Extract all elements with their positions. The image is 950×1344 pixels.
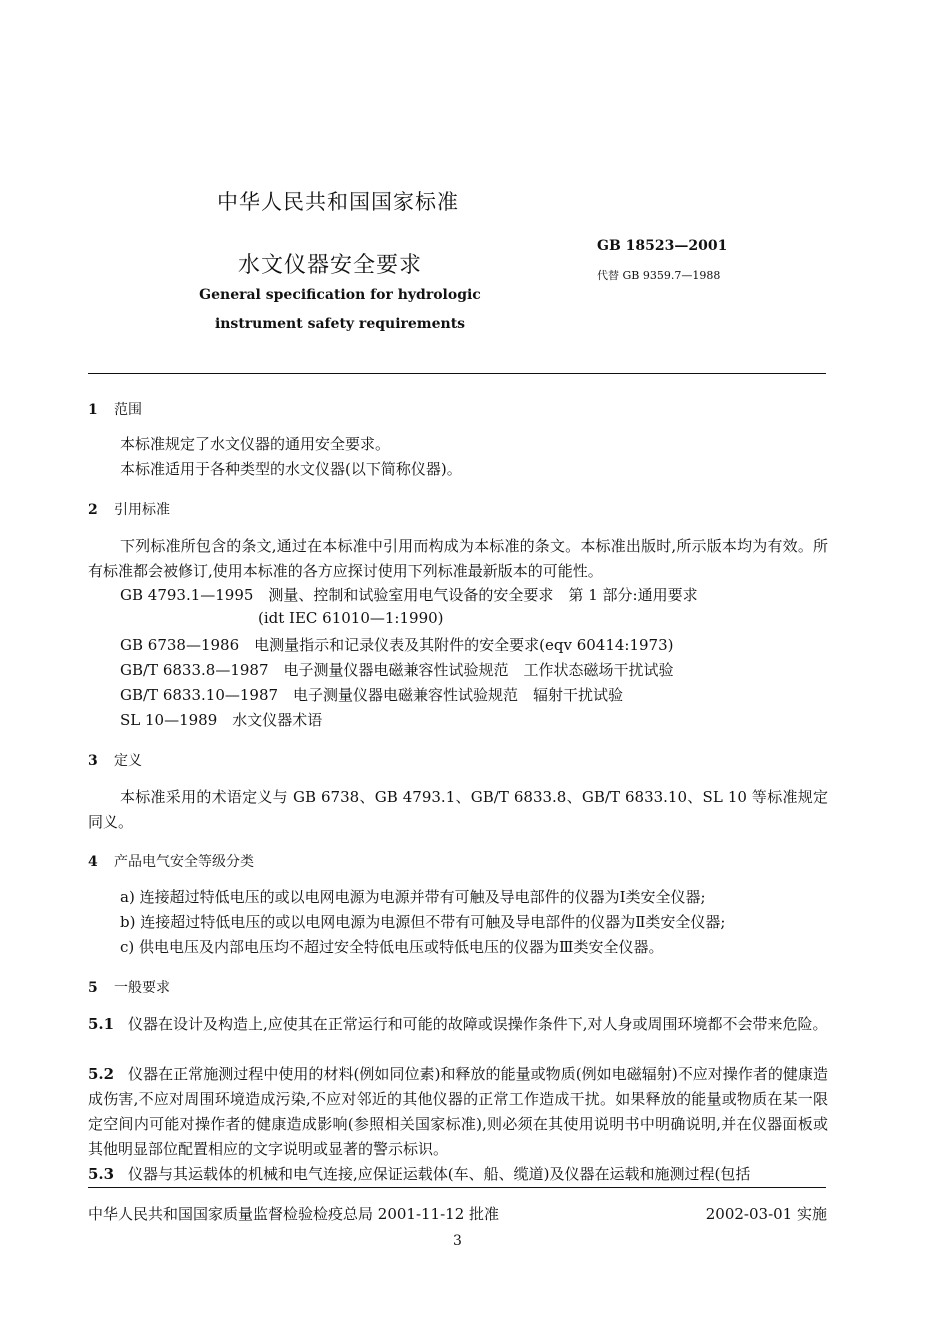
clause-text: 仪器在设计及构造上,应使其在正常运行和可能的故障或误操作条件下,对人身或周围环境都不会带来危险。 — [128, 1015, 828, 1033]
section-number: 1 — [88, 402, 98, 418]
approval-statement: 中华人民共和国国家质量监督检验检疫总局 2001-11-12 批准 — [88, 1205, 500, 1223]
reference-item: GB 4793.1—1995 测量、控制和试验室用电气设备的安全要求 第 1 部分:通用要求 — [120, 586, 698, 604]
reference-item: GB/T 6833.10—1987 电子测量仪器电磁兼容性试验规范 辐射干扰试验 — [120, 686, 624, 704]
section-number: 3 — [88, 753, 98, 769]
standard-replaces: 代替 GB 9359.7—1988 — [597, 269, 721, 282]
page-number: 3 — [453, 1233, 462, 1249]
classification-item-c: c) 供电电压及内部电压均不超过安全特低电压或特低电压的仪器为Ⅲ类安全仪器。 — [120, 938, 664, 956]
section-5-heading — [88, 977, 170, 997]
section-number: 5 — [88, 980, 98, 996]
national-standard-title: 中华人民共和国国家标准 — [217, 190, 459, 214]
section-2-intro: 下列标准所包含的条文,通过在本标准中引用而构成为本标准的条文。本标准出版时,所示版本均为有效。所有标准都会被修订,使用本标准的各方应探讨使用下列标准最新版本的可能性。 — [88, 537, 828, 580]
section-title: 范围 — [114, 402, 142, 418]
clause-text: 仪器与其运载体的机械和电气连接,应保证运载体(车、船、缆道)及仪器在运载和施测过程(包括 — [128, 1165, 751, 1183]
section-title: 定义 — [114, 753, 142, 769]
section-4-heading — [88, 851, 254, 871]
clause-text: 仪器在正常施测过程中使用的材料(例如同位素)和释放的能量或物质(例如电磁辐射)不应对操作者的健康造成伤害,不应对周围环境造成污染,不应对邻近的其他仪器的正常工作造成干扰。如果释放的能量或物质在某一限定空间内可能对操作者的健康造成影响(参照相关国家标准),则必须在其使用说明书中明确说明,并在仪器面板或其他明显部位配置相应的文字说明或显著的警示标识。 — [88, 1065, 828, 1158]
standard-english-title-line2: instrument safety requirements — [214, 316, 466, 332]
section-number: 4 — [88, 854, 98, 870]
classification-item-b: b) 连接超过特低电压的或以电网电源为电源但不带有可触及导电部件的仪器为Ⅱ类安全仪器; — [120, 913, 726, 931]
clause-5-2 — [88, 1062, 828, 1162]
clause-5-1 — [88, 1012, 828, 1037]
reference-item: GB/T 6833.8—1987 电子测量仪器电磁兼容性试验规范 工作状态磁场干扰试验 — [120, 661, 674, 679]
section-title: 产品电气安全等级分类 — [114, 854, 254, 870]
clause-number: 5.1 — [88, 1015, 115, 1033]
section-1-line-2: 本标准适用于各种类型的水文仪器(以下简称仪器)。 — [120, 460, 462, 478]
clause-5-3 — [88, 1162, 828, 1187]
header-divider — [88, 373, 826, 374]
clause-number: 5.3 — [88, 1165, 115, 1183]
section-number: 2 — [88, 502, 98, 518]
section-1-heading — [88, 399, 142, 419]
footer-divider — [88, 1187, 826, 1188]
section-2-heading — [88, 499, 170, 519]
standard-number: GB 18523—2001 — [597, 238, 728, 254]
section-3-text: 本标准采用的术语定义与 GB 6738、GB 4793.1、GB/T 6833.8、GB/T 6833.10、SL 10 等标准规定同义。 — [88, 788, 828, 831]
section-3-heading — [88, 750, 142, 770]
clause-number: 5.2 — [88, 1065, 115, 1083]
section-1-line-1: 本标准规定了水文仪器的通用安全要求。 — [120, 435, 391, 453]
reference-item: SL 10—1989 水文仪器术语 — [120, 711, 323, 729]
reference-item: GB 6738—1986 电测量指示和记录仪表及其附件的安全要求(eqv 60414:1973) — [120, 636, 674, 654]
implementation-date: 2002-03-01 实施 — [705, 1205, 827, 1223]
standard-chinese-title: 水文仪器安全要求 — [238, 253, 423, 278]
classification-item-a: a) 连接超过特低电压的或以电网电源为电源并带有可触及导电部件的仪器为Ⅰ类安全仪器; — [120, 888, 706, 906]
section-title: 一般要求 — [114, 980, 170, 996]
standard-english-title-line1: General specification for hydrologic — [199, 287, 481, 303]
reference-item-continuation: (idt IEC 61010—1:1990) — [258, 609, 444, 627]
section-title: 引用标准 — [114, 502, 170, 518]
